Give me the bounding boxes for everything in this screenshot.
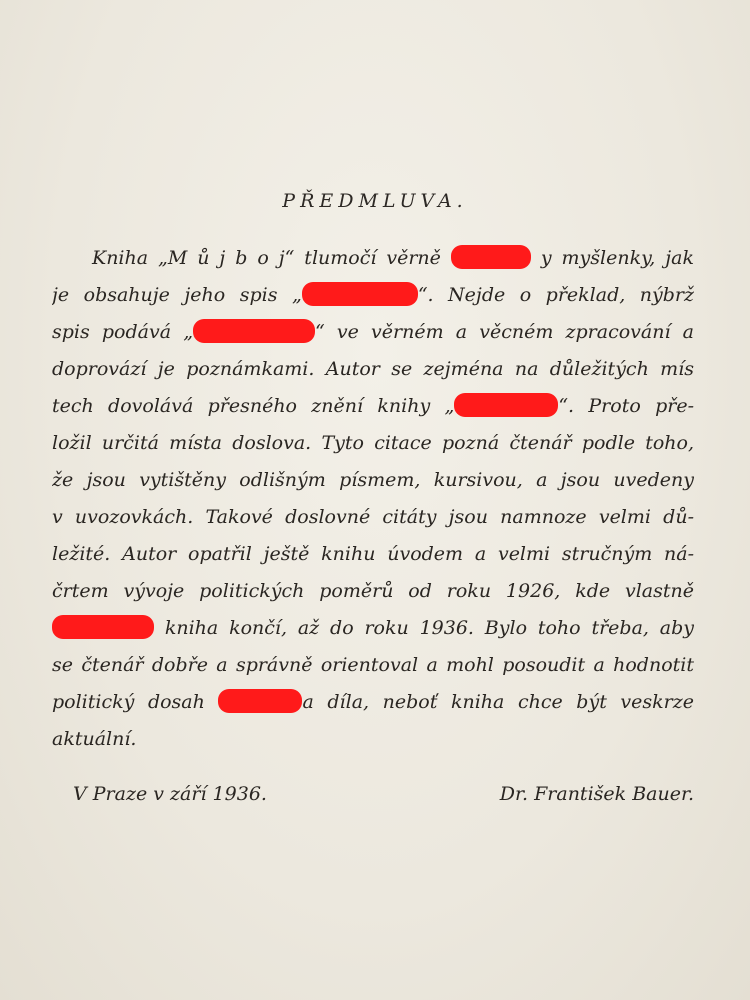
text-line-8: v uvozovkách. Takové doslovné citáty jsou namnoze velmi dů- xyxy=(52,506,694,528)
redaction-mark xyxy=(52,615,154,639)
redaction-mark xyxy=(218,689,302,713)
author-signature: Dr. František Bauer. xyxy=(499,783,694,805)
text-line-10: črtem vývoje politických poměrů od roku 1926, kde vlastně xyxy=(52,580,694,602)
text-line-14: aktuální. xyxy=(52,728,137,750)
redaction-mark xyxy=(451,245,531,269)
redaction-mark xyxy=(302,282,418,306)
text-line-7: že jsou vytištěny odlišným písmem, kursivou, a jsou uvedeny xyxy=(52,469,694,491)
text-line-11: kniha končí, až do roku 1936. Bylo toho třeba, aby xyxy=(52,610,694,647)
text-line-5: tech dovolává přesného znění knihy „ “. Proto pře- xyxy=(52,395,694,417)
text-line-12: se čtenář dobře a správně orientoval a mohl posoudit a hodnotit xyxy=(52,654,694,676)
text-line-9: ležité. Autor opatřil ještě knihu úvodem a velmi stručným ná- xyxy=(52,543,694,565)
page-heading: PŘEDMLUVA. xyxy=(282,190,468,212)
text-line-2: je obsahuje jeho spis „ “. Nejde o překlad, nýbrž xyxy=(52,284,694,306)
preface-paragraph xyxy=(52,240,694,758)
redaction-mark xyxy=(193,319,315,343)
place-and-date: V Praze v září 1936. xyxy=(73,783,267,805)
text-line-6: ložil určitá místa doslova. Tyto citace pozná čtenář podle toho, xyxy=(52,432,694,454)
text-line-3: spis podává „ “ ve věrném a věcném zpracování a xyxy=(52,321,694,343)
text-line-1: Kniha „M ů j b o j“ tlumočí věrně y myšlenky, jak xyxy=(92,247,694,269)
redaction-mark xyxy=(454,393,558,417)
text-line-13: politický dosah a díla, neboť kniha chce být veskrze xyxy=(52,691,694,713)
text-line-4: doprovází je poznámkami. Autor se zejména na důležitých mís xyxy=(52,358,694,380)
